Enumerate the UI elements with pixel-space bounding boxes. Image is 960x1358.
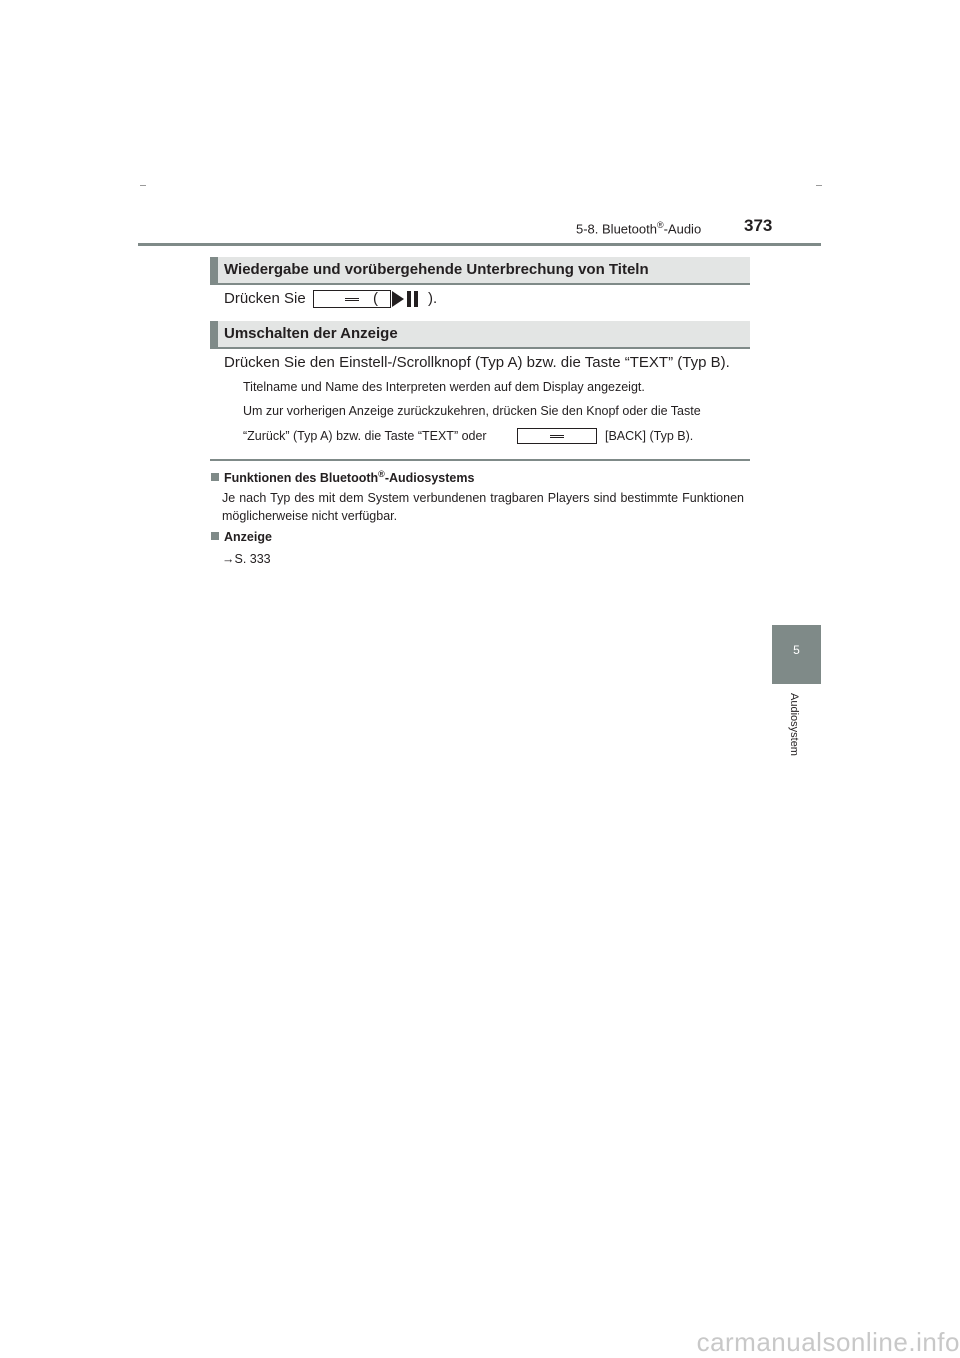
chapter-label [782, 693, 812, 773]
info-heading-functions: Funktionen des Bluetooth®-Audiosystems [211, 469, 474, 485]
watermark: carmanualsonline.info [696, 1327, 960, 1357]
note-line: Titelname und Name des Interpreten werden auf dem Display angezeigt. [243, 380, 645, 394]
paren-open: ( [373, 290, 378, 307]
chapter-number: 5 [793, 643, 800, 657]
section-heading-title: Wiedergabe und vorübergehende Unterbrechung von Titeln [224, 261, 649, 278]
info-heading-display: Anzeige [211, 530, 272, 544]
button-dash [550, 435, 564, 438]
header-rule [138, 243, 821, 246]
step-press-knob: Drücken Sie den Einstell-/Scrollknopf (Typ A) bzw. die Taste “TEXT” (Typ B). [224, 354, 730, 371]
button-icon [313, 290, 391, 308]
crop-mark [140, 185, 146, 186]
heading-stripe [210, 257, 218, 283]
page-number: 373 [744, 216, 773, 235]
crop-mark [816, 185, 822, 186]
info-divider [210, 459, 750, 461]
note-line: Um zur vorherigen Anzeige zurückzukehren, drücken Sie den Knopf oder die Taste [243, 404, 701, 418]
button-dash [345, 298, 359, 301]
square-bullet-icon [211, 532, 219, 540]
info-paragraph: Je nach Typ des mit dem System verbundenen tragbaren Players sind bestimmte Funktionen möglicherweise nicht verfügbar. [222, 491, 744, 523]
note-line: [BACK] (Typ B). [605, 429, 694, 443]
heading-stripe [210, 321, 218, 347]
chapter-label-text: Audiosystem [788, 693, 800, 756]
square-bullet-icon [211, 473, 219, 481]
button-icon [517, 428, 597, 444]
step-press-play [224, 290, 306, 307]
play-pause-icon [392, 290, 422, 308]
section-heading-title: Umschalten der Anzeige [224, 325, 398, 342]
section-heading-playback [210, 257, 750, 285]
running-header: 5-8. Bluetooth®-Audio [576, 220, 702, 237]
section-heading-display [210, 321, 750, 349]
step-text: Drücken Sie [224, 290, 306, 307]
chapter-tab [772, 625, 821, 684]
paren-close: ). [428, 290, 438, 307]
note-line: “Zurück” (Typ A) bzw. die Taste “TEXT” oder [243, 429, 487, 443]
page-reference-link[interactable]: →S. 333 [222, 552, 271, 566]
